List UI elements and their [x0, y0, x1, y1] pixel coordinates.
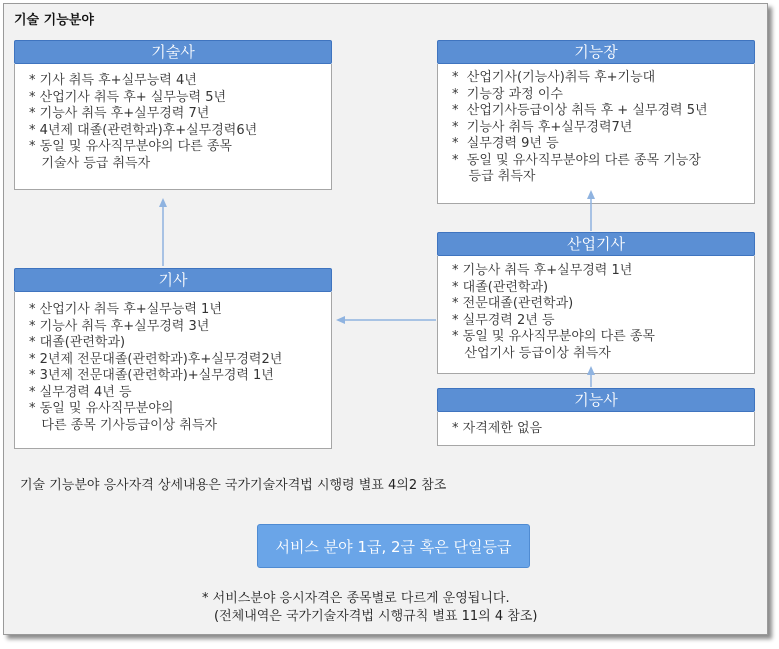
list-item: * 실무경력 4년 등	[29, 384, 132, 400]
box-gineungjang-body	[437, 64, 755, 204]
list-item: * 실무경력 9년 등	[452, 136, 559, 151]
box-gisulsa-header: 기술사	[14, 40, 332, 64]
list-item: * 전문대졸(관련학과)	[452, 296, 574, 311]
list-item: * 동일 및 유사직무분야의 다른 종목	[29, 139, 232, 154]
box-gisa-body	[14, 292, 332, 449]
list-item: * 기사 취득 후+실무능력 4년	[29, 73, 197, 88]
list-item: * 기능사 취득 후+실무경력 1년	[452, 263, 633, 278]
box-gisa-header: 기사	[14, 268, 332, 292]
list-item: * 기능장 과정 이수	[452, 86, 563, 102]
page-title: 기술 기능분야	[14, 13, 94, 28]
list-item: * 3년제 전문대졸(관련학과)+실무경력 1년	[29, 368, 274, 383]
list-item: * 산업기사 취득 후+실무능력 1년	[29, 302, 222, 317]
box-gisa	[14, 268, 332, 449]
list-item: * 산업기사(기능사)취득 후+기능대	[452, 70, 656, 85]
list-item: * 대졸(관련학과)	[452, 279, 549, 295]
list-item: 등급 취득자	[452, 169, 536, 184]
list-item: * 자격제한 없음	[452, 421, 543, 436]
list-item: * 2년제 전문대졸(관련학과)후+실무경력2년	[29, 351, 283, 367]
footer-note-1: * 서비스분야 응시자격은 종목별로 다르게 운영됩니다.	[202, 591, 510, 606]
list-item: 기술사 등급 취득자	[29, 155, 151, 171]
list-item: * 실무경력 2년 등	[452, 312, 555, 328]
box-gineungjang	[437, 40, 755, 204]
box-sanupgisa-header: 산업기사	[437, 232, 755, 256]
list-item: * 4년제 대졸(관련학과)후+실무경력6년	[29, 122, 258, 138]
box-sanupgisa	[437, 232, 755, 374]
list-item: * 기능사 취득 후+실무경력 7년	[29, 106, 210, 121]
list-item: 산업기사 등급이상 취득자	[452, 345, 611, 361]
box-gisulsa	[14, 40, 332, 190]
list-item: * 기능사 취득 후+실무경력7년	[452, 119, 633, 135]
box-sanupgisa-body	[437, 256, 755, 374]
list-item: 다른 종목 기사등급이상 취득자	[29, 417, 218, 433]
footer-note-2: (전체내역은 국가기술자격법 시행규칙 별표 11의 4 참조)	[214, 609, 538, 624]
box-gineungsa-body	[437, 412, 755, 446]
list-item: * 산업기사 취득 후+ 실무능력 5년	[29, 89, 227, 105]
list-item: * 산업기사등급이상 취득 후 + 실무경력 5년	[452, 103, 708, 118]
box-gineungsa	[437, 388, 755, 446]
box-gineungjang-header: 기능장	[437, 40, 755, 64]
box-gisulsa-body	[14, 64, 332, 190]
list-item: * 동일 및 유사직무분야의 다른 종목	[452, 329, 655, 344]
list-item: * 기능사 취득 후+실무경력 3년	[29, 318, 210, 334]
service-field-button[interactable]: 서비스 분야 1급, 2급 혹은 단일등급	[257, 524, 530, 568]
list-item: * 대졸(관련학과)	[29, 335, 126, 350]
list-item: * 동일 및 유사직무분야의 다른 종목 기능장	[452, 152, 701, 168]
reference-note: 기술 기능분야 응사자격 상세내용은 국가기술자격법 시행령 별표 4의2 참조	[20, 478, 447, 493]
list-item: * 동일 및 유사직무분야의	[29, 401, 174, 416]
box-gineungsa-header: 기능사	[437, 388, 755, 412]
